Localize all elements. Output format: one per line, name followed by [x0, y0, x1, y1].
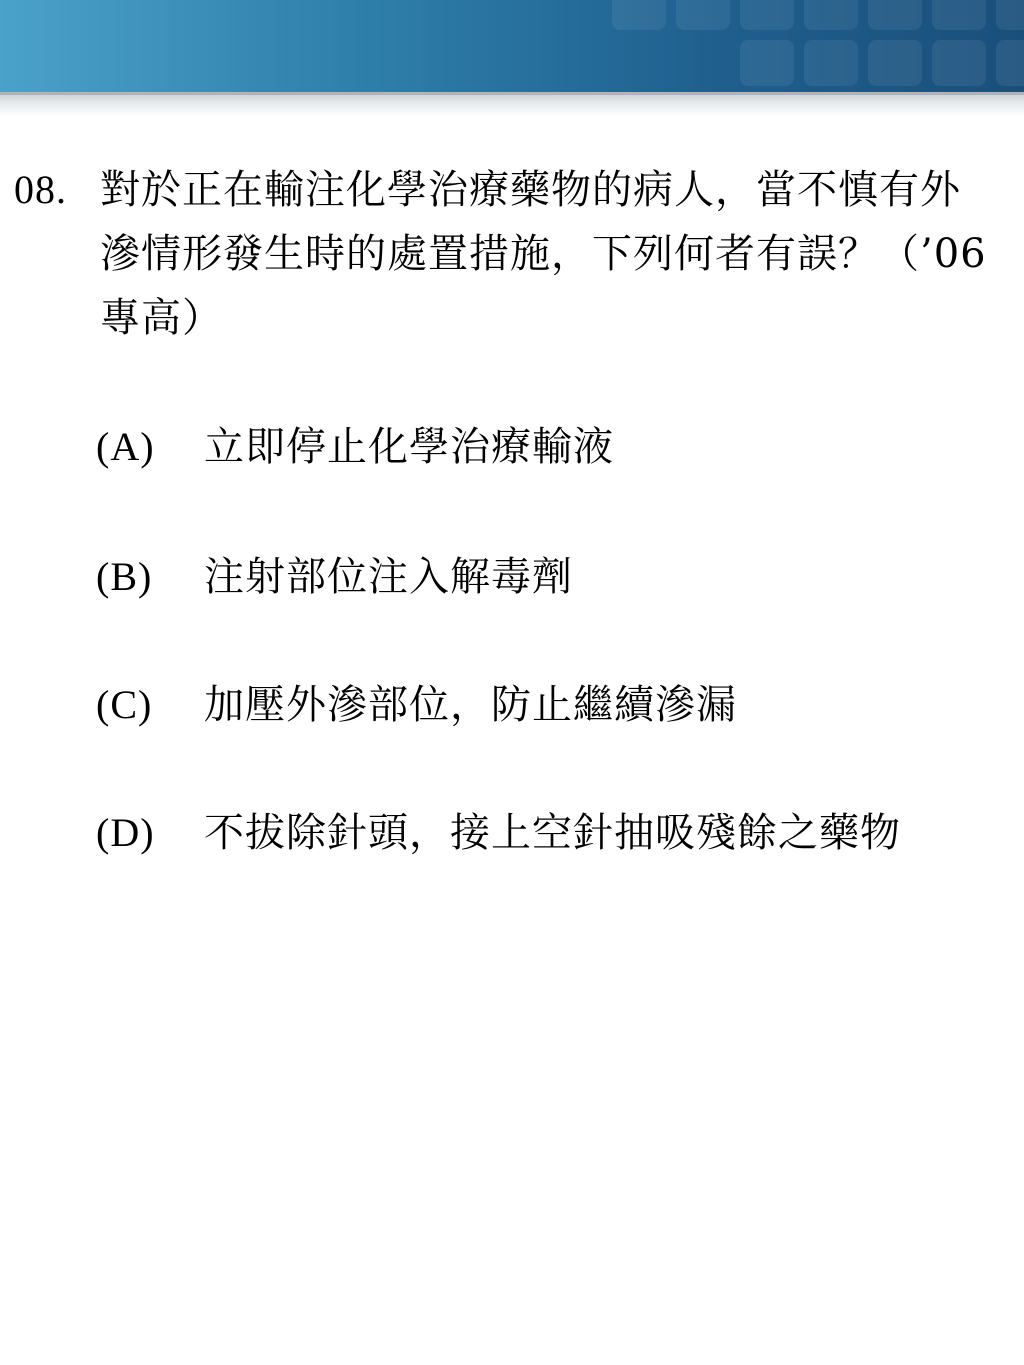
banner-decoration	[868, 0, 922, 30]
banner-decoration	[612, 0, 666, 30]
banner-decoration	[996, 40, 1024, 86]
option-text: 立即停止化學治療輸液	[204, 424, 614, 470]
banner-decoration	[932, 40, 986, 86]
option-text: 加壓外滲部位，防止繼續滲漏	[204, 682, 737, 728]
option-label: (B)	[96, 554, 153, 599]
banner-decoration	[804, 40, 858, 86]
question-number: 08.	[14, 167, 67, 212]
question-text: 對於正在輸注化學治療藥物的病人，當不慎有外滲情形發生時的處置措施，下列何者有誤？（’06專高）	[100, 167, 987, 341]
banner-decoration	[740, 40, 794, 86]
banner-decoration	[868, 40, 922, 86]
banner-decoration	[932, 0, 986, 30]
banner-shadow	[0, 92, 1024, 116]
banner-divider	[0, 92, 1024, 95]
banner-decoration	[676, 0, 730, 30]
header-banner	[0, 0, 1024, 92]
banner-decoration	[804, 0, 858, 30]
option-label: (D)	[96, 810, 155, 855]
banner-decoration	[996, 0, 1024, 30]
option-label: (C)	[96, 682, 153, 727]
banner-decoration	[740, 0, 794, 30]
option-text: 注射部位注入解毒劑	[204, 554, 573, 600]
option-label: (A)	[96, 424, 155, 469]
option-text: 不拔除針頭，接上空針抽吸殘餘之藥物	[204, 810, 901, 856]
